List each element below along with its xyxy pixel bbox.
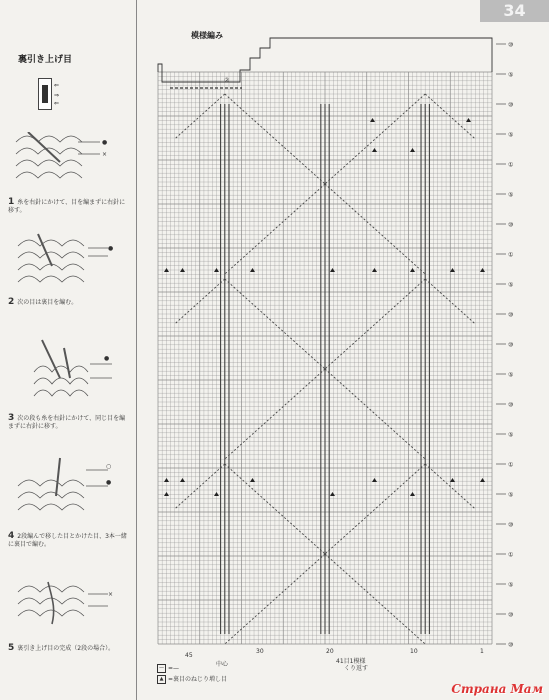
step-3 xyxy=(8,338,128,431)
row-marker: ⑤ xyxy=(508,281,514,289)
instruction-column xyxy=(0,0,136,700)
knit-illustration-3 xyxy=(8,338,118,408)
legend-symbol: ▲ xyxy=(157,675,166,684)
chart-title: 模様編み xyxy=(191,31,223,40)
row-marker: ⑩ xyxy=(508,611,514,619)
svg-text:●: ● xyxy=(102,139,108,146)
column-number: 45 xyxy=(185,652,193,659)
legend-symbol: — xyxy=(159,665,164,671)
row-marker: ⑤ xyxy=(508,371,514,379)
step-number: 5 xyxy=(8,643,15,653)
svg-text:●: ● xyxy=(106,479,112,486)
svg-text:●: ● xyxy=(108,245,114,252)
step-2 xyxy=(8,232,128,307)
arrow-icon: ⇐ xyxy=(54,82,60,89)
row-marker: ⑤ xyxy=(508,71,514,79)
step-1 xyxy=(8,132,128,215)
legend-text: =— xyxy=(168,665,180,672)
column-number: 30 xyxy=(256,648,264,655)
knit-illustration-4 xyxy=(8,456,118,526)
step-text: 次の目は裏目を編む。 xyxy=(17,299,78,306)
arrow-icon: ⇐ xyxy=(54,100,60,107)
step-text: 糸を右針にかけて、目を編まずに右針に移す。 xyxy=(8,199,126,214)
row-marker: ① xyxy=(508,251,514,259)
svg-text:×: × xyxy=(102,151,108,158)
stitch-title: 裏引き上げ目 xyxy=(18,55,73,65)
arrow-icon: ⇒ xyxy=(54,92,60,99)
legend-row xyxy=(157,664,179,673)
row-marker: ⑤ xyxy=(508,431,514,439)
chart-marker: ② xyxy=(224,77,230,84)
svg-text:●: ● xyxy=(104,355,110,362)
step-4 xyxy=(8,456,128,549)
row-marker: ⑩ xyxy=(508,221,514,229)
row-marker: ① xyxy=(508,461,514,469)
knit-illustration-2 xyxy=(8,232,118,292)
step-5 xyxy=(8,578,128,653)
repeat-label: 41目1模様 xyxy=(336,658,366,665)
row-marker: ⑤ xyxy=(508,491,514,499)
step-number: 4 xyxy=(8,531,15,541)
svg-text:○: ○ xyxy=(106,463,112,470)
stitch-symbol-mark xyxy=(42,85,48,103)
page-number-tab: 34 xyxy=(480,0,549,22)
row-marker: ⑤ xyxy=(508,191,514,199)
legend-text: =裏目のねじり増し目 xyxy=(168,676,228,683)
row-marker: ⑤ xyxy=(508,131,514,139)
row-marker: ① xyxy=(508,551,514,559)
center-label: 中心 xyxy=(216,661,229,668)
knit-illustration-1 xyxy=(8,132,118,192)
row-marker: ⑩ xyxy=(508,341,514,349)
row-marker: ⑩ xyxy=(508,41,514,49)
step-text: 次の段も糸を右針にかけて、同じ目を編まずに右針に移す。 xyxy=(8,415,126,430)
step-text: 裏引き上げ目の完成（2段の場合）。 xyxy=(17,645,115,652)
watermark: Страна Мам xyxy=(451,682,543,696)
row-marker: ⑩ xyxy=(508,311,514,319)
row-marker: ⑩ xyxy=(508,101,514,109)
knit-illustration-5 xyxy=(8,578,118,638)
legend-row xyxy=(157,674,227,684)
knitting-chart xyxy=(150,34,542,670)
step-number: 2 xyxy=(8,297,15,307)
repeat-sub-label: くり返す xyxy=(344,665,369,672)
svg-text:×: × xyxy=(108,591,114,598)
step-number: 3 xyxy=(8,413,15,423)
row-marker: ⑤ xyxy=(508,581,514,589)
column-number: 20 xyxy=(326,648,334,655)
row-marker: ⑩ xyxy=(508,521,514,529)
step-text: 2段編んで移した目とかけた目、3本一緒に裏目で編む。 xyxy=(8,533,127,548)
column-number: 1 xyxy=(480,648,484,655)
row-marker: ⑩ xyxy=(508,401,514,409)
row-marker: ① xyxy=(508,161,514,169)
stitch-symbol xyxy=(38,78,52,110)
column-number: 10 xyxy=(410,648,418,655)
page-divider xyxy=(136,0,137,700)
row-marker: ⑩ xyxy=(508,641,514,649)
step-number: 1 xyxy=(8,197,15,207)
